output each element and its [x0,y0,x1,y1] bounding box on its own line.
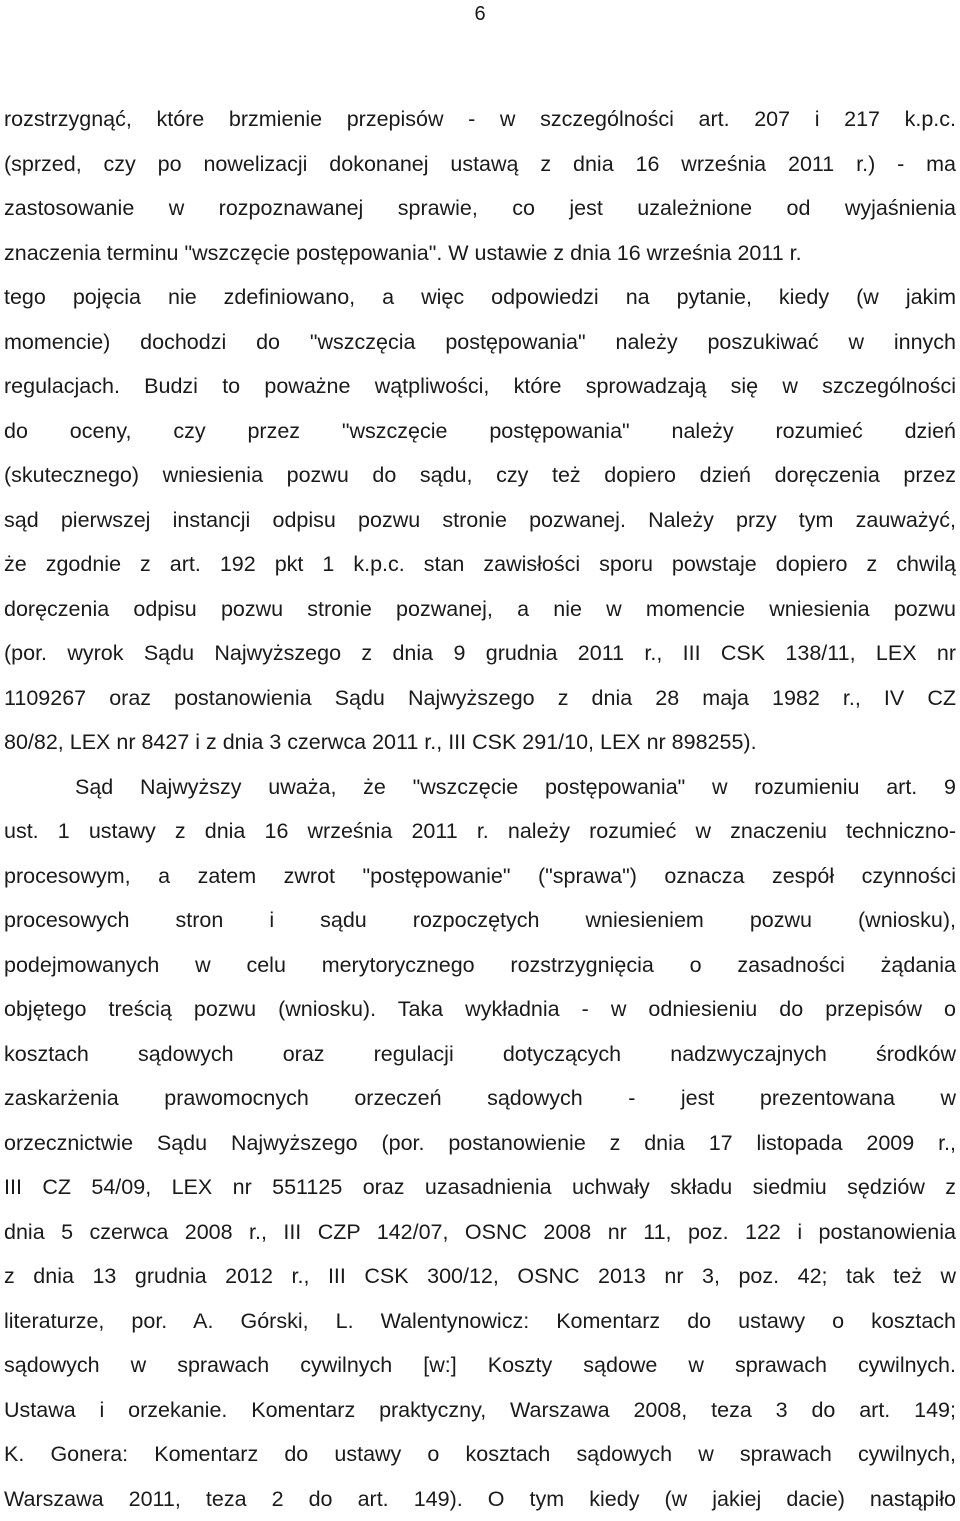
text-line: kosztach sądowych oraz regulacji dotyczących nadzwyczajnych środków [4,1032,956,1077]
text-line: regulacjach. Budzi to poważne wątpliwości, które sprowadzają się w szczególności [4,364,956,409]
text-line: Warszawa 2011, teza 2 do art. 149). O tym kiedy (w jakiej dacie) nastąpiło [4,1477,956,1521]
text-line: III CZ 54/09, LEX nr 551125 oraz uzasadnienia uchwały składu siedmiu sędziów z [4,1165,956,1210]
text-line: momencie) dochodzi do "wszczęcia postępowania" należy poszukiwać w innych [4,320,956,365]
text-line: zastosowanie w rozpoznawanej sprawie, co jest uzależnione od wyjaśnienia [4,186,956,231]
text-line: sąd pierwszej instancji odpisu pozwu stronie pozwanej. Należy przy tym zauważyć, [4,498,956,543]
text-line: doręczenia odpisu pozwu stronie pozwanej, a nie w momencie wniesienia pozwu [4,587,956,632]
text-line: (skutecznego) wniesienia pozwu do sądu, czy też dopiero dzień doręczenia przez [4,453,956,498]
text-line: dnia 5 czerwca 2008 r., III CZP 142/07, OSNC 2008 nr 11, poz. 122 i postanowienia [4,1210,956,1255]
text-line: objętego treścią pozwu (wniosku). Taka wykładnia - w odniesieniu do przepisów o [4,987,956,1032]
text-line: zaskarżenia prawomocnych orzeczeń sądowych - jest prezentowana w [4,1076,956,1121]
text-line: sądowych w sprawach cywilnych [w:] Koszty sądowe w sprawach cywilnych. [4,1343,956,1388]
paragraph-first-line: Sąd Najwyższy uważa, że "wszczęcie postępowania" w rozumieniu art. 9 [4,765,956,810]
text-line: orzecznictwie Sądu Najwyższego (por. postanowienie z dnia 17 listopada 2009 r., [4,1121,956,1166]
text-line: znaczenia terminu "wszczęcie postępowania". W ustawie z dnia 16 września 2011 r. [4,231,956,276]
text-line: że zgodnie z art. 192 pkt 1 k.p.c. stan zawisłości sporu powstaje dopiero z chwilą [4,542,956,587]
text-line: procesowym, a zatem zwrot "postępowanie" ("sprawa") oznacza zespół czynności [4,854,956,899]
text-line: tego pojęcia nie zdefiniowano, a więc odpowiedzi na pytanie, kiedy (w jakim [4,275,956,320]
text-line: (sprzed, czy po nowelizacji dokonanej ustawą z dnia 16 września 2011 r.) - ma [4,142,956,187]
page-number: 6 [0,2,960,26]
text-line: podejmowanych w celu merytorycznego rozstrzygnięcia o zasadności żądania [4,943,956,988]
text-line: rozstrzygnąć, które brzmienie przepisów - w szczególności art. 207 i 217 k.p.c. [4,97,956,142]
text-line: do oceny, czy przez "wszczęcie postępowania" należy rozumieć dzień [4,409,956,454]
text-line: z dnia 13 grudnia 2012 r., III CSK 300/12, OSNC 2013 nr 3, poz. 42; tak też w [4,1254,956,1299]
text-line: (por. wyrok Sądu Najwyższego z dnia 9 grudnia 2011 r., III CSK 138/11, LEX nr [4,631,956,676]
text-line: 80/82, LEX nr 8427 i z dnia 3 czerwca 2011 r., III CSK 291/10, LEX nr 898255). [4,720,956,765]
text-line: ust. 1 ustawy z dnia 16 września 2011 r. należy rozumieć w znaczeniu techniczno- [4,809,956,854]
text-line: Ustawa i orzekanie. Komentarz praktyczny, Warszawa 2008, teza 3 do art. 149; [4,1388,956,1433]
text-line: K. Gonera: Komentarz do ustawy o kosztach sądowych w sprawach cywilnych, [4,1432,956,1477]
text-line: literaturze, por. A. Górski, L. Walentynowicz: Komentarz do ustawy o kosztach [4,1299,956,1344]
text-line: procesowych stron i sądu rozpoczętych wniesieniem pozwu (wniosku), [4,898,956,943]
text-line: 1109267 oraz postanowienia Sądu Najwyższego z dnia 28 maja 1982 r., IV CZ [4,676,956,721]
document-body-text [4,97,956,1521]
